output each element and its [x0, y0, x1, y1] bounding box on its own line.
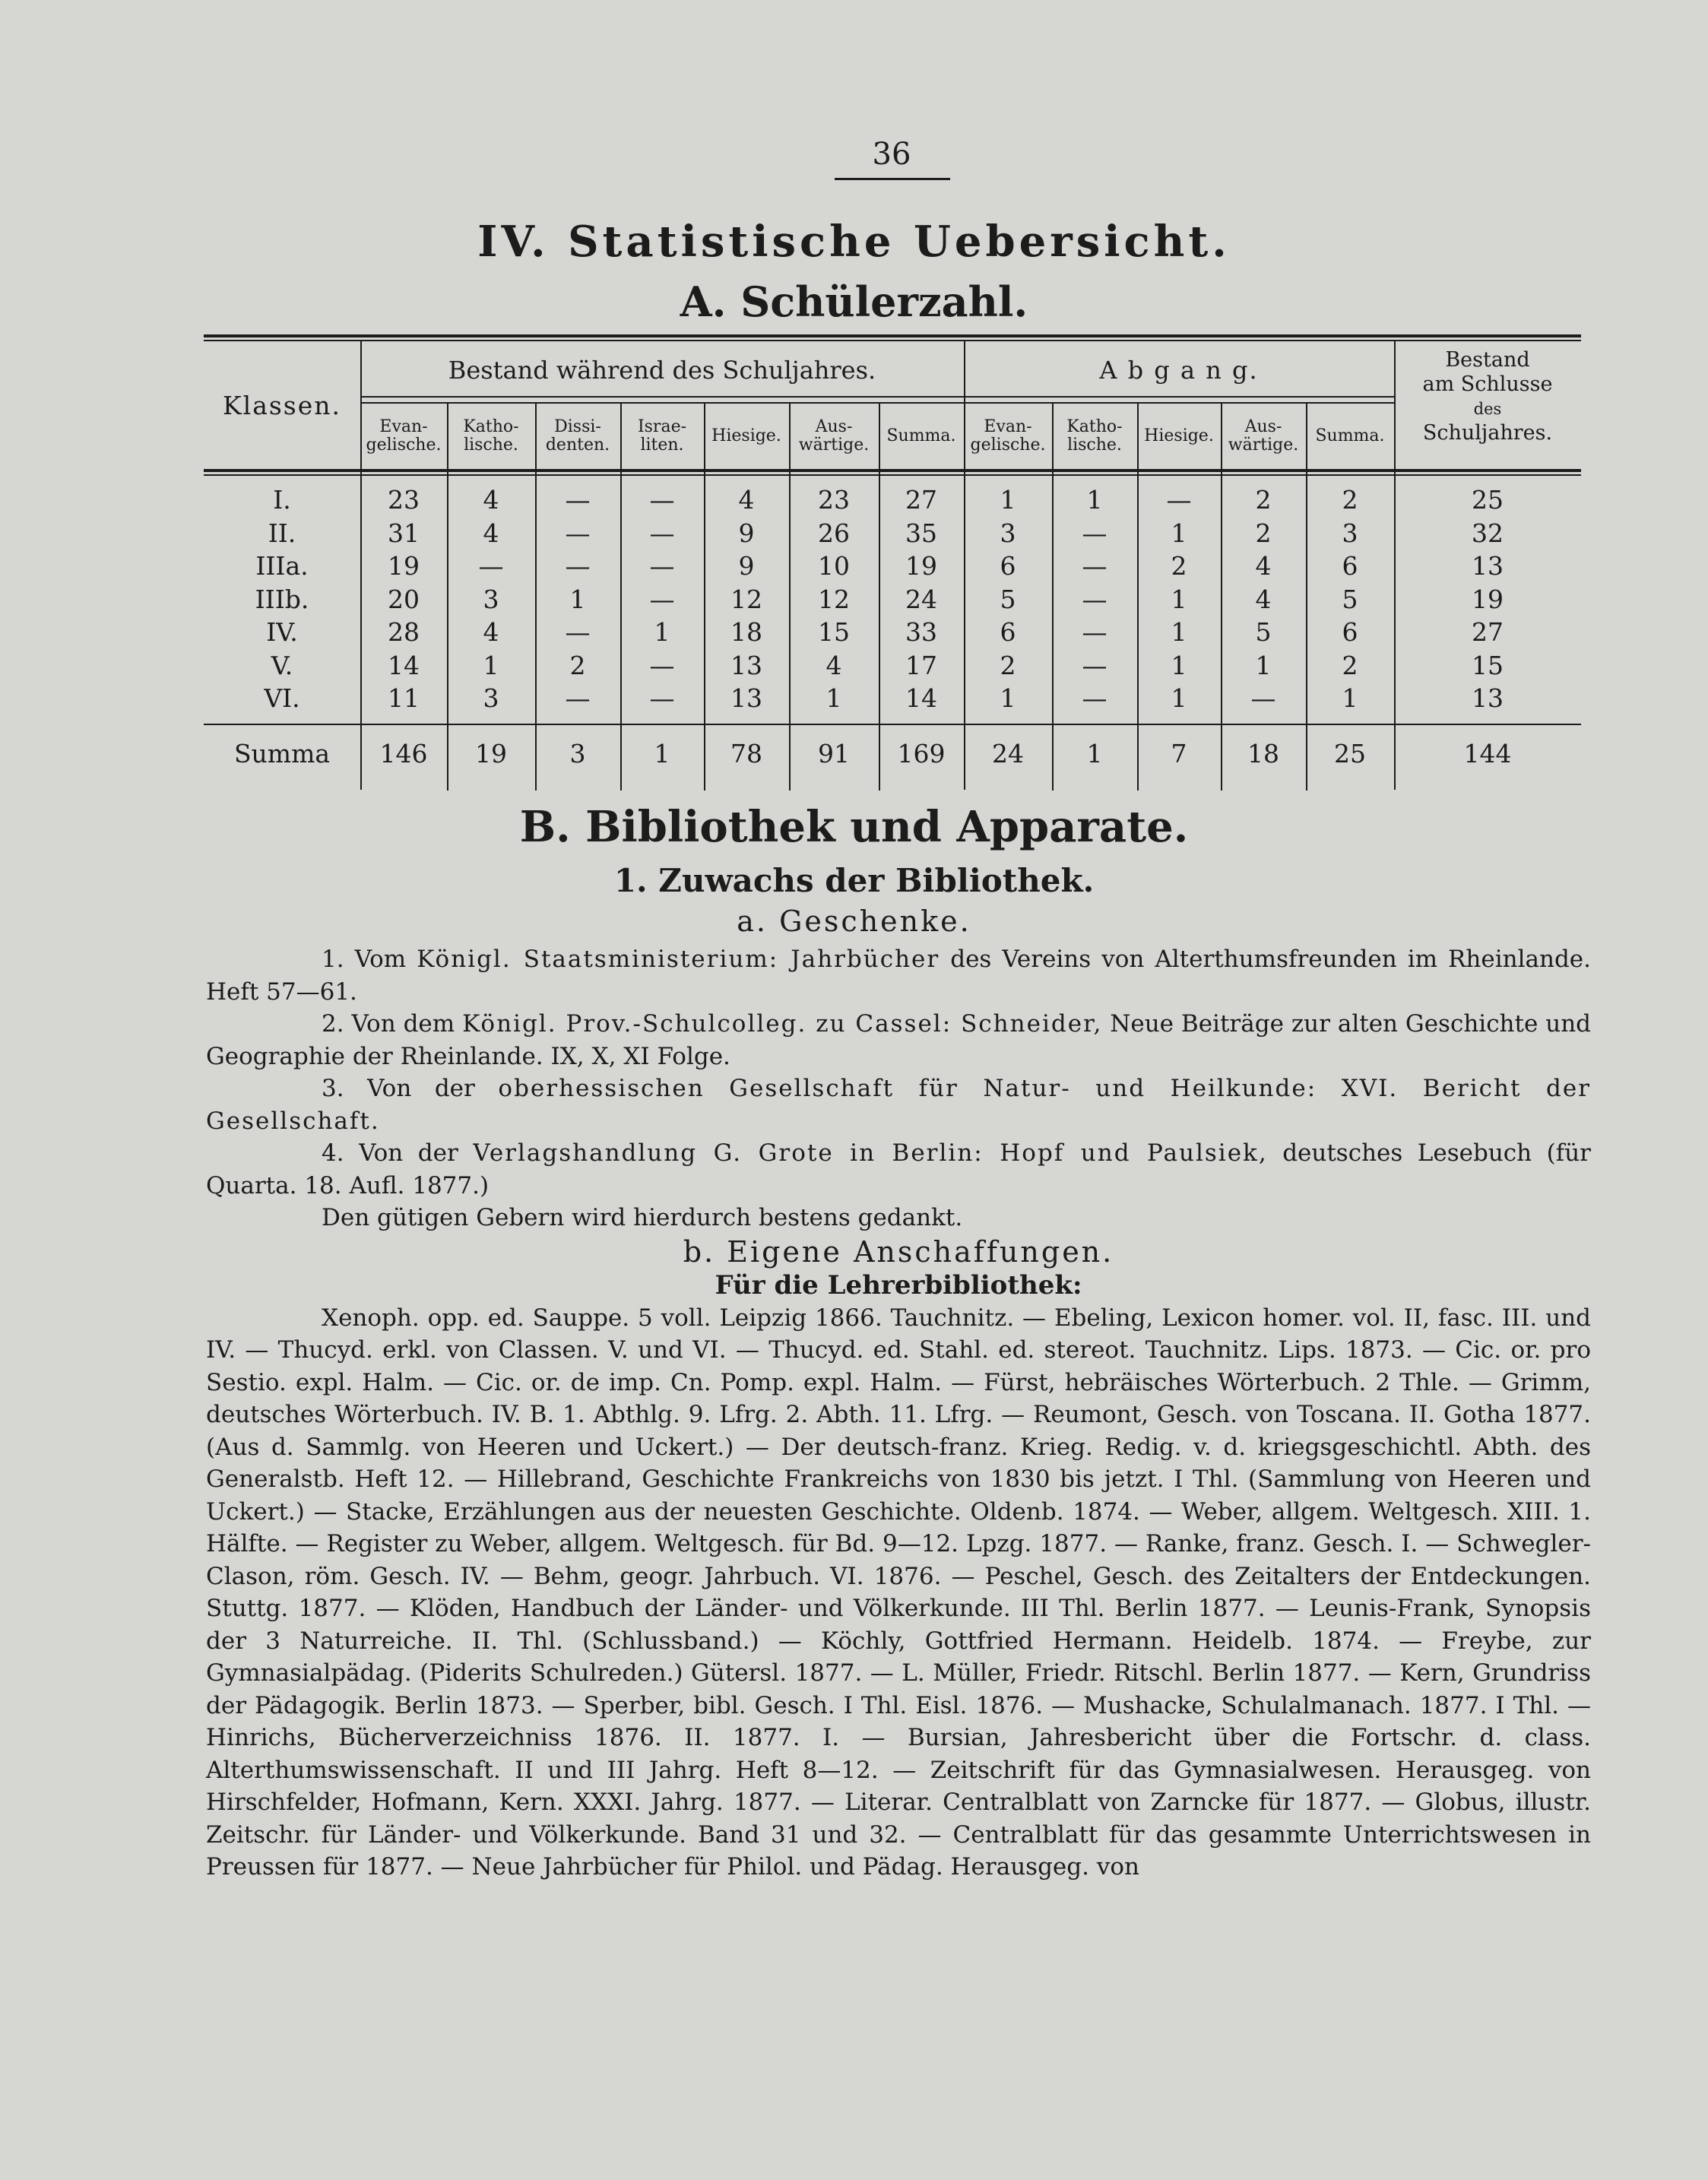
table-row-cell: —	[565, 683, 591, 713]
table-row-cell: 4	[1255, 551, 1272, 581]
table-row-cell: 4	[738, 485, 755, 515]
header-line: Katho-	[463, 417, 519, 436]
table-rule-top	[204, 334, 1581, 337]
acquisitions-paragraph: Xenoph. opp. ed. Sauppe. 5 voll. Leipzig 1866. Tauchnitz. — Ebeling, Lexicon homer. vol. II, fasc. III. und IV. — Thucyd. erkl. von Classen. V. und VI. — Thucyd. ed. Stahl. ed. stereot. Tauchnitz. Lips. 1873. — Cic. or. pro Sestio. expl. Halm. — Cic. or. de imp. Cn. Pomp. expl. Halm. — Fürst, hebräisches Wörterbuch. 2 Thle. — Grimm, deutsches Wörterbuch. IV. B. 1. Abthlg. 9. Lfrg. 2. Abth. 11. Lfrg. — Reumont, Gesch. von Toscana. II. Gotha 1877. (Aus d. Sammlg. von Heeren und Uckert.) — Der deutsch-franz. Krieg. Redig. v. d. kriegsgeschichtl. Abth. des Generalstb. Heft 12. — Hillebrand, Geschichte Frankreichs von 1830 bis jetzt. I Thl. (Sammlung von Heeren und Uckert.) — Stacke, Erzählungen aus der neuesten Geschichte. Oldenb. 1874. — Weber, allgem. Weltgesch. XIII. 1. Hälfte. — Register zu Weber, allgem. Weltgesch. für Bd. 9—12. Lpzg. 1877. — Ranke, franz. Gesch. I. — Schwegler-Clason, röm. Gesch. IV. — Behm, geogr. Jahrbuch. VI. 1876. — Peschel, Gesch. des Zeitalters der Entdeckungen. Stuttg. 1877. — Klöden, Handbuch der Länder- und Völkerkunde. III Thl. Berlin 1877. — Leunis-Frank, Synopsis der 3 Naturreiche. II. Thl. (Schlussband.) — Köchly, Gottfried Hermann. Heidelb. 1874. — Freybe, zur Gymnasialpädag. (Piderits Schulreden.) Gütersl. 1877. — L. Müller, Friedr. Ritschl. Berlin 1877. — Kern, Grundriss der Pädagogik. Berlin 1873. — Sperber, bibl. Gesch. I Thl. Eisl. 1876. — Mushacke, Schulalmanach. 1877. I Thl. — Hinrichs, Bücherverzeichniss 1876. II. 1877. I. — Bursian, Jahresbericht über die Fortschr. d. class. Alterthumswissenschaft. II und III Jahrg. Heft 8—12. — Zeitschrift für das Gymnasialwesen. Herausgeg. von Hirschfelder, Hofmann, Kern. XXXI. Jahrg. 1877. — Literar. Centralblatt von Zarncke für 1877. — Globus, illustr. Zeitschr. für Länder- und Völkerkunde. Band 31 und 32. — Centralblatt für das gesammte Unterrichtswesen in Preussen für 1877. — Neue Jahrbücher für Philol. und Pädag. Herausgeg. von	[206, 1304, 1591, 1881]
header-schluss-line: Schuljahres.	[1422, 421, 1553, 445]
gift-text: des Vereins von Alterthumsfreunden im Rheinlande. Heft 57—61.	[206, 946, 1591, 1006]
gift-entry	[206, 943, 1591, 1008]
table-row-cell: —	[1082, 518, 1108, 548]
gift-donor: Königl. Staatsministerium: Jahrbücher	[417, 946, 940, 973]
summa-row-cell: 25	[1334, 739, 1366, 768]
table-row-label: IIIb.	[255, 584, 309, 614]
table-row-cell: 4	[825, 650, 842, 680]
header-line: liten.	[640, 436, 684, 455]
header-abgang-auswaertige	[1221, 418, 1306, 455]
table-row-cell: 1	[1342, 683, 1358, 713]
student-statistics-table	[204, 334, 1581, 791]
group-underline-2	[360, 402, 1394, 404]
header-hiesige: Hiesige.	[711, 426, 781, 445]
gift-donor: Königl. Prov.-Schulcolleg. zu Cassel: Schneider,	[462, 1010, 1103, 1038]
table-rule-header-2	[204, 474, 1581, 476]
table-row-cell: —	[1082, 551, 1108, 581]
table-row-cell: 12	[818, 584, 850, 614]
header-klassen: Klassen.	[222, 391, 342, 420]
header-line: wärtige.	[798, 436, 870, 455]
table-row-cell: —	[565, 551, 591, 581]
header-line: Katho-	[1066, 417, 1123, 436]
table-row-cell: 4	[483, 485, 499, 515]
header-dissidenten	[535, 418, 620, 455]
summa-row-label: Summa	[233, 739, 331, 768]
table-row-cell: 32	[1472, 518, 1504, 548]
header-line: Evan-	[984, 417, 1032, 436]
table-row-cell: —	[649, 518, 675, 548]
table-row-cell: 11	[388, 683, 420, 713]
header-summa: Summa.	[886, 426, 956, 445]
table-row-cell: 6	[1000, 617, 1016, 647]
table-row-cell: 3	[1342, 518, 1358, 548]
table-row-cell: 17	[905, 650, 937, 680]
gift-lead: 1. Vom	[322, 946, 417, 973]
table-row-label: I.	[273, 485, 291, 515]
table-row-cell: 23	[388, 485, 420, 515]
heading-zuwachs: 1. Zuwachs der Bibliothek.	[613, 862, 1095, 899]
page-number-rule	[835, 178, 950, 180]
table-row-cell: —	[649, 551, 675, 581]
heading-geschenke: a. Geschenke.	[737, 905, 971, 938]
table-row-cell: 19	[388, 551, 420, 581]
table-row-label: V.	[271, 650, 293, 680]
header-line: Israe-	[637, 417, 687, 436]
table-row-cell: —	[649, 584, 675, 614]
header-evangelische	[360, 418, 447, 455]
table-row-cell: 23	[818, 485, 850, 515]
table-row-cell: 3	[483, 683, 499, 713]
table-row-cell: 3	[1000, 518, 1016, 548]
table-row-cell: 14	[388, 650, 420, 680]
table-row-cell: —	[565, 485, 591, 515]
header-schluss-line: Bestand	[1445, 348, 1530, 372]
table-row-cell: 3	[483, 584, 499, 614]
table-row-cell: 4	[483, 617, 499, 647]
table-row-cell: 4	[483, 518, 499, 548]
table-row-cell: —	[1082, 584, 1108, 614]
heading-lehrerbibliothek: Für die Lehrerbibliothek:	[715, 1270, 1082, 1301]
table-row-cell: 1	[1171, 650, 1187, 680]
table-row-cell: 1	[654, 617, 670, 647]
table-row-cell: 15	[818, 617, 850, 647]
table-row-cell: 12	[730, 584, 762, 614]
table-row-cell: —	[1166, 485, 1192, 515]
table-row-cell: 25	[1472, 485, 1504, 515]
table-row-cell: 35	[905, 518, 937, 548]
table-row-cell: 31	[388, 518, 420, 548]
table-row-cell: 1	[1086, 485, 1103, 515]
header-abgang-evangelische	[964, 418, 1052, 455]
heading-anschaffungen: b. Eigene Anschaffungen.	[683, 1234, 1114, 1269]
table-row-cell: 1	[1171, 683, 1187, 713]
table-row-cell: 2	[1255, 485, 1272, 515]
summa-row-cell: 78	[730, 739, 762, 768]
table-row-cell: 18	[730, 617, 762, 647]
table-row-cell: 4	[1255, 584, 1272, 614]
gift-lead: 3. Von der	[322, 1075, 499, 1102]
group-underline	[360, 396, 1394, 398]
summa-row-cell: 1	[1086, 739, 1103, 768]
gift-donor: Verlagshandlung G. Grote in Berlin: Hopf und Paulsiek,	[473, 1139, 1268, 1167]
table-row-cell: 2	[1000, 650, 1016, 680]
table-row-cell: 33	[905, 617, 937, 647]
table-row-cell: 13	[1472, 683, 1504, 713]
header-line: gelische.	[366, 436, 442, 455]
header-auswaertige	[789, 418, 879, 455]
table-row-cell: 2	[1255, 518, 1272, 548]
header-katholische	[447, 418, 535, 455]
header-abgang-katholische	[1052, 418, 1137, 455]
subsection-a-title: A. Schülerzahl.	[680, 277, 1028, 326]
table-row-cell: 2	[1342, 485, 1358, 515]
table-row-cell: 6	[1342, 551, 1358, 581]
summa-row-cell: 1	[654, 739, 670, 768]
table-row-cell: —	[1082, 617, 1108, 647]
table-row-cell: 1	[1171, 584, 1187, 614]
header-line: Dissi-	[554, 417, 601, 436]
table-row-cell: —	[1082, 650, 1108, 680]
header-schluss	[1394, 348, 1581, 445]
table-row-cell: 1	[1000, 683, 1016, 713]
header-israeliten	[620, 418, 704, 455]
table-rule-top-2	[204, 340, 1581, 341]
summa-row-cell: 144	[1463, 739, 1512, 768]
header-schluss-line: am Schlusse	[1422, 372, 1553, 396]
table-row-cell: 5	[1000, 584, 1016, 614]
table-row-cell: —	[649, 683, 675, 713]
table-row-label: IV.	[266, 617, 298, 647]
table-row-cell: —	[565, 518, 591, 548]
table-row-cell: —	[1250, 683, 1276, 713]
table-row-cell: —	[1082, 683, 1108, 713]
summa-row-cell: 169	[897, 739, 946, 768]
table-row-cell: 2	[1171, 551, 1187, 581]
table-row-cell: 1	[1171, 617, 1187, 647]
summa-row-cell: 146	[379, 739, 428, 768]
table-row-cell: 5	[1255, 617, 1272, 647]
gift-entry	[206, 1073, 1591, 1137]
table-row-cell: 5	[1342, 584, 1358, 614]
header-abgang-hiesige: Hiesige.	[1144, 426, 1214, 445]
table-row-cell: 1	[1000, 485, 1016, 515]
table-row-cell: 10	[818, 551, 850, 581]
table-row-cell: 2	[1342, 650, 1358, 680]
header-abgang-summa: Summa.	[1315, 426, 1385, 445]
body-text	[206, 943, 1591, 1884]
header-line: denten.	[545, 436, 610, 455]
subsection-b-title: B. Bibliothek und Apparate.	[519, 802, 1189, 852]
table-row-cell: 15	[1472, 650, 1504, 680]
header-schluss-line: des	[1473, 400, 1502, 418]
table-row-label: IIIa.	[255, 551, 309, 581]
table-row-cell: 20	[388, 584, 420, 614]
summa-row-cell: 3	[569, 739, 586, 768]
header-line: Evan-	[379, 417, 428, 436]
gift-text: deutsches Lesebuch (für Quarta. 18. Aufl. 1877.)	[206, 1139, 1591, 1199]
table-rule-summa	[204, 724, 1581, 725]
table-rule-header	[204, 469, 1581, 472]
table-row-cell: 9	[738, 551, 755, 581]
table-row-cell: 28	[388, 617, 420, 647]
table-row-cell: 2	[569, 650, 586, 680]
gift-text: Neue Beiträge zur alten Geschichte und Geographie der Rheinlande. IX, X, XI Folge.	[206, 1010, 1592, 1070]
table-row-cell: 19	[905, 551, 937, 581]
page-number: 36	[872, 137, 911, 172]
header-abgang-group: A b g a n g.	[1099, 356, 1259, 385]
table-row-cell: 13	[1472, 551, 1504, 581]
gift-donor: oberhessischen Gesellschaft für Natur- und Heilkunde: XVI. Bericht der Gesellschaft.	[206, 1075, 1592, 1135]
section-title: IV. Statistische Uebersicht.	[477, 217, 1231, 267]
table-row-cell: 1	[569, 584, 586, 614]
table-row-cell: 26	[818, 518, 850, 548]
table-row-cell: 9	[738, 518, 755, 548]
summa-row-cell: 91	[818, 739, 850, 768]
table-row-cell: —	[649, 650, 675, 680]
summa-row-cell: 7	[1171, 739, 1187, 768]
table-row-cell: 1	[483, 650, 499, 680]
header-line: Aus-	[1244, 417, 1282, 436]
table-row-cell: 27	[905, 485, 937, 515]
table-row-cell: 1	[825, 683, 842, 713]
table-row-cell: 1	[1171, 518, 1187, 548]
table-row-cell: 19	[1472, 584, 1504, 614]
thanks-line: Den gütigen Gebern wird hierdurch bestens gedankt.	[322, 1204, 963, 1231]
table-row-cell: 13	[730, 683, 762, 713]
gift-entry	[206, 1137, 1591, 1202]
summa-row-cell: 19	[475, 739, 507, 768]
gift-lead: 4. Von der	[322, 1139, 474, 1167]
table-row-cell: 6	[1000, 551, 1016, 581]
table-row-label: VI.	[264, 683, 300, 713]
summa-row-cell: 24	[992, 739, 1024, 768]
table-row-cell: —	[649, 485, 675, 515]
table-row-cell: 24	[905, 584, 937, 614]
header-line: lische.	[464, 436, 518, 455]
table-row-cell: 27	[1472, 617, 1504, 647]
header-line: Aus-	[815, 417, 853, 436]
table-row-cell: 1	[1255, 650, 1272, 680]
table-row-cell: —	[478, 551, 504, 581]
header-bestand-group: Bestand während des Schuljahres.	[448, 356, 876, 385]
table-row-label: II.	[268, 518, 296, 548]
gift-lead: 2. Von dem	[322, 1010, 463, 1038]
table-row-cell: 13	[730, 650, 762, 680]
summa-row-cell: 18	[1247, 739, 1279, 768]
header-line: wärtige.	[1228, 436, 1299, 455]
table-row-cell: 14	[905, 683, 937, 713]
header-line: lische.	[1067, 436, 1122, 455]
table-row-cell: 6	[1342, 617, 1358, 647]
header-line: gelische.	[970, 436, 1046, 455]
table-row-cell: —	[565, 617, 591, 647]
gift-entry	[206, 1008, 1591, 1073]
